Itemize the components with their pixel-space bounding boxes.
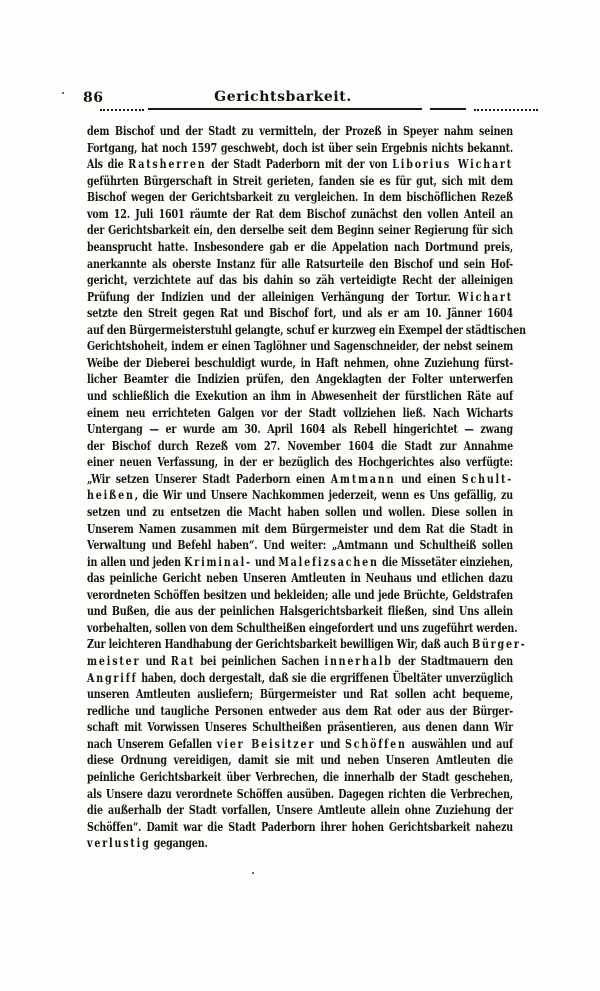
emphasized-spaced-text: Rat — [170, 653, 196, 668]
emphasized-spaced-text: Bürger- — [472, 636, 527, 652]
text-line: setzte den Streit gegen Rat und Bischof fort, und als er am 10. Jänner 1604 — [87, 305, 513, 321]
scan-speck — [62, 92, 64, 94]
text-line: vom 12. Juli 1601 räumte der Rat dem Bischof zunächst den vollen Anteil an — [87, 205, 513, 221]
text-line: beansprucht hatte. Insbesondere gab er die Appelation nach Dortmund preis, — [87, 238, 513, 254]
text-line: Als die Ratsherren der Stadt Paderborn mit der von Liborius Wichart — [87, 156, 513, 172]
text-line: licher Beamter die Indizien prüfen, den Angeklagten der Folter unterwerfen — [87, 371, 513, 387]
text-line: diese Ordnung vereidigen, damit sie mit und neben Unseren Amtleuten die — [87, 752, 513, 768]
text-line: Untergang — er wurde am 30. April 1604 als Rebell hingerichtet — zwang — [87, 421, 513, 437]
body-text — [87, 123, 527, 852]
emphasized-spaced-text: Amtmann — [330, 470, 396, 486]
text-line: als Unsere dazu verordnete Schöffen ausüben. Dagegen richten die Verbrechen, — [87, 785, 513, 801]
text-line: Zur leichteren Handhabung der Gerichtsbarkeit bewilligen Wir, daß auch Bürger- — [87, 636, 527, 652]
text-line: der Gerichtsbarkeit ein, den derselbe seit dem Beginn seiner Regierung für sich — [87, 222, 513, 238]
text-line: nach Unserem Gefallen vier Beisitzer und Schöffen auswählen und auf — [87, 735, 513, 751]
text-line: und Bußen, die aus der peinlichen Halsgerichtsbarkeit fließen, sind Uns allein — [87, 603, 513, 619]
text-line: verordneten Schöffen besitzen und bekleiden; alle und jede Brüchte, Geldstrafen — [87, 586, 513, 602]
emphasized-spaced-text: Kriminal- — [184, 553, 252, 569]
text-line: in allen und jeden Kriminal- und Malefizsachen die Missetäter einziehen, — [87, 553, 513, 569]
text-line: Weibe der Dieberei beschuldigt wurde, in Haft nehmen, ohne Zuziehung fürst- — [87, 354, 513, 370]
text-line: anerkannte als oberste Instanz für alle Ratsurteile den Bischof und sein Hof- — [87, 255, 513, 271]
page-number: 86 — [83, 90, 104, 106]
header-rule — [148, 108, 422, 110]
text-line: dem Bischof und der Stadt zu vermitteln, der Prozeß in Speyer nahm seinen — [87, 123, 513, 138]
emphasized-spaced-text: vier Beisitzer — [216, 735, 316, 751]
scan-speck — [252, 872, 254, 874]
text-line: geführten Bürgerschaft in Streit gerieten, fanden sie es für gut, sich mit dem — [87, 172, 513, 188]
text-line: einer neuen Verfassung, in der er bezüglich des Hochgerichtes also verfügte: — [87, 454, 513, 470]
text-line: Verwaltung und Befehl haben“. Und weiter: „Amtmann und Schultheiß sollen — [87, 537, 513, 553]
text-line: setzen und zu entsetzen die Macht haben sollen und wollen. Diese sollen in — [87, 503, 513, 519]
text-line: auf den Bürgermeisterstuhl gelangte, schuf er kurzweg ein Exempel der städtischen — [87, 321, 526, 337]
header-rule-fragment — [430, 108, 466, 110]
body-text-block — [87, 123, 527, 852]
emphasized-spaced-text: Schult- — [461, 470, 513, 486]
text-line: Unserem Namen zusammen mit dem Bürgermeister und dem Rat die Stadt in — [87, 520, 513, 536]
emphasized-spaced-text: heißen — [87, 487, 135, 503]
text-line: der Bischof durch Rezeß vom 27. November 1604 die Stadt zur Annahme — [87, 437, 513, 453]
text-line: das peinliche Gericht neben Unseren Amtleuten in Neuhaus und etlichen dazu — [87, 570, 513, 586]
text-line: Prüfung der Indizien und der alleinigen Verhängung der Tortur. Wichart — [87, 288, 513, 304]
text-line: peinliche Gerichtsbarkeit über Verbrechen, die innerhalb der Stadt geschehen, — [87, 768, 513, 784]
emphasized-spaced-text: Wichart — [457, 288, 513, 304]
text-line: einem neu errichteten Galgen vor der Stadt vollziehen ließ. Nach Wicharts — [87, 404, 513, 420]
emphasized-spaced-text: Malefizsachen — [278, 553, 379, 569]
text-line: und schließlich die Exekution an ihm in Abwesenheit der fürstlichen Räte auf — [87, 388, 513, 403]
emphasized-spaced-text: Liborius Wichart — [392, 156, 513, 172]
emphasized-spaced-text: Schöffen — [345, 735, 407, 751]
emphasized-spaced-text: meister — [87, 653, 141, 668]
running-head-title: Gerichtsbarkeit. — [214, 89, 352, 105]
text-line: meister und Rat bei peinlichen Sachen innerhalb der Stadtmauern den — [87, 653, 513, 668]
text-line: „Wir setzen Unserer Stadt Paderborn einen Amtmann und einen Schult- — [87, 470, 513, 486]
text-line: verlustig gegangen. — [87, 835, 208, 851]
text-line: heißen, die Wir und Unsere Nachkommen jederzeit, wenn es Uns gefällig, zu — [87, 487, 513, 503]
emphasized-spaced-text: Ratsherren — [128, 156, 207, 172]
text-line: gericht, verzichtete auf das bis dahin so zäh verteidigte Recht der alleinigen — [87, 272, 513, 288]
text-line: schaft mit Vorwissen Unseres Schultheißen präsentieren, aus denen dann Wir — [87, 719, 513, 735]
emphasized-spaced-text: innerhalb — [324, 653, 393, 668]
text-line: Schöffen“. Damit war die Stadt Paderborn ihrer hohen Gerichtsbarkeit nahezu — [87, 818, 513, 834]
text-line: unseren Amtleuten ausliefern; Bürgermeister und Rat sollen acht bequeme, — [87, 686, 513, 702]
text-line: Gerichtshoheit, indem er einen Taglöhner und Sagenschneider, der nebst seinem — [87, 338, 513, 354]
text-line: Fortgang, hat noch 1597 geschwebt, doch ist über sein Ergebnis nichts bekannt. — [87, 139, 513, 155]
text-line: redliche und taugliche Personen entweder aus dem Rat oder aus der Bürger- — [87, 702, 513, 718]
emphasized-spaced-text: verlustig — [87, 835, 151, 851]
header-rule-fragment — [100, 109, 144, 111]
header-rule-fragment — [474, 109, 538, 111]
text-line: Bischof wegen der Gerichtsbarkeit zu vergleichen. In dem bischöflichen Rezeß — [87, 189, 513, 205]
text-line: die außerhalb der Stadt vorfallen, Unsere Amtleute allein ohne Zuziehung der — [87, 802, 513, 818]
emphasized-spaced-text: Angriff — [87, 669, 138, 685]
text-line: vorbehalten, sollen von dem Schultheißen eingefordert und uns zugeführt werden. — [87, 619, 518, 635]
text-line: Angriff haben, doch dergestalt, daß sie die ergriffenen Übeltäter unverzüglich — [87, 669, 513, 685]
